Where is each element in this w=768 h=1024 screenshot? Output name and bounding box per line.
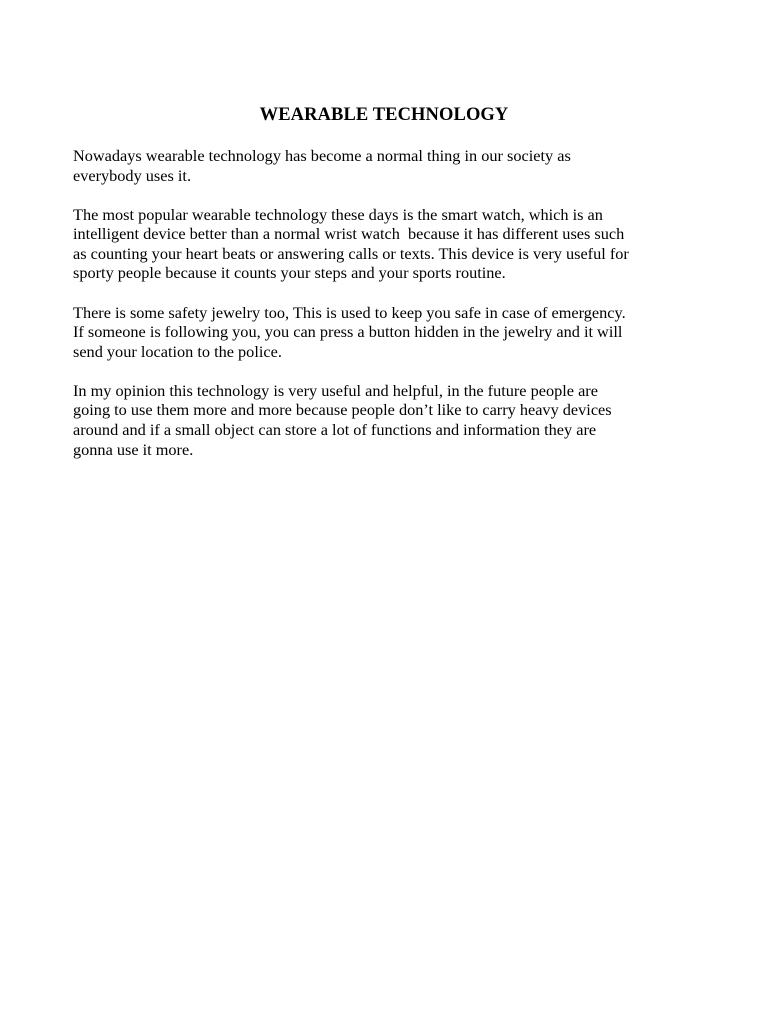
paragraph-smart-watch: The most popular wearable technology these days is the smart watch, which is an intelligent device better than a normal wrist watch because it has different uses such as counting your heart beats or answering calls or texts. This device is very useful for sporty people because it counts your steps and your sports routine. bbox=[73, 204, 629, 283]
document-title: WEARABLE TECHNOLOGY bbox=[259, 105, 509, 125]
paragraph-safety-jewelry: There is some safety jewelry too, This is used to keep you safe in case of emergency. If someone is following you, you can press a button hidden in the jewelry and it will send your location to the police. bbox=[73, 302, 626, 361]
paragraph-intro: Nowadays wearable technology has become a normal thing in our society as everybody uses it. bbox=[73, 146, 571, 185]
document-body bbox=[73, 146, 713, 479]
paragraph-opinion: In my opinion this technology is very useful and helpful, in the future people are going to use them more and more because people don’t like to carry heavy devices around and if a small object can store a lot of functions and information they are gonna use it more. bbox=[73, 380, 612, 459]
